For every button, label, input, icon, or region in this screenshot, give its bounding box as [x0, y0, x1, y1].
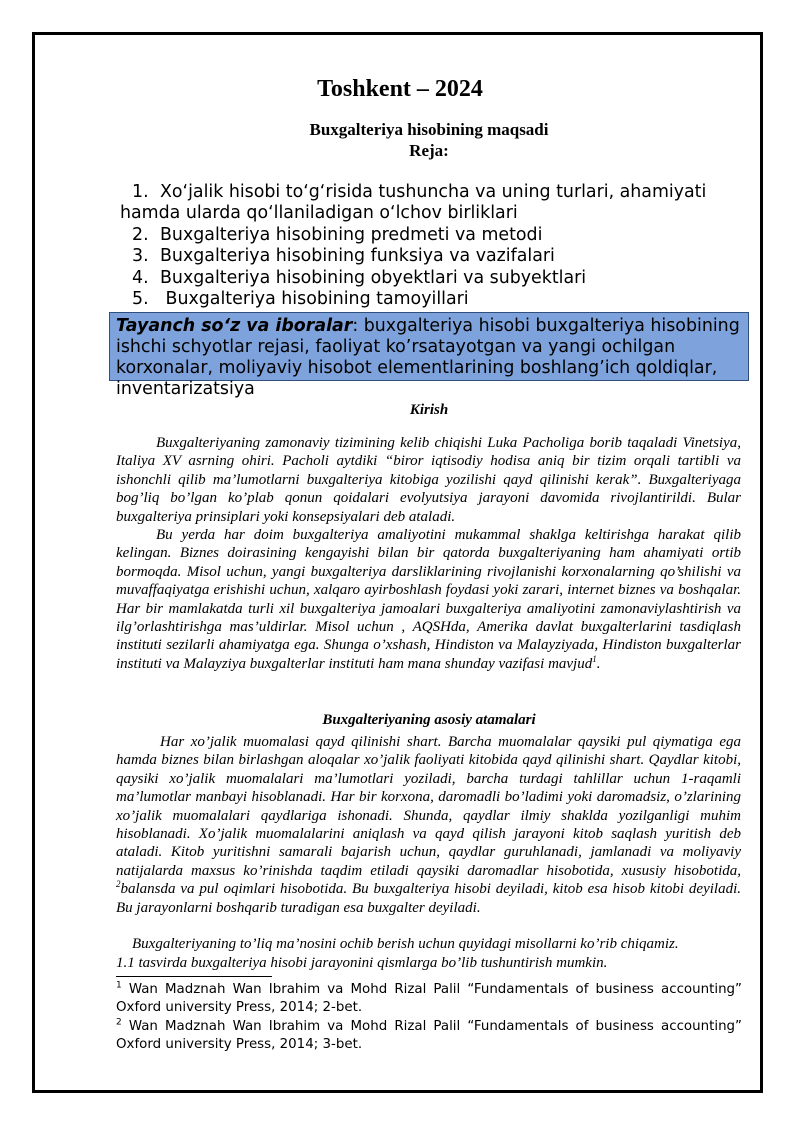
- plan-item-text: Buxgalteriya hisobining tamoyillari: [160, 289, 469, 310]
- plan-item-number: 1.: [132, 182, 149, 202]
- terms-paragraph-1: [116, 733, 741, 917]
- terms-paragraph-1-text-a: Har xo’jalik muomalasi qayd qilinishi shart. Barcha muomalalar qaysiki pul qiymatiga ega hamda biznes bilan birlashgan aloqalar xo’jalik faoliyati kitobida qayd qilinishi shart. Qaydlar kitobi, qaysiki xo’jalik muomalalari ma’lumotlari yoziladi, barcha turdagi tahlillar uchun 1-raqamli ma’lumotlar manbayi hisoblanadi. Har bir korxona, daromadli bo’ladimi yoki daromadsiz, o’zlarining xo’jalik muomalalari qaydlariga ishonadi. Shunda, qaydlar ilmiy shaklda yozilganligi muhim hisoblanadi. Xo’jalik muomalalarini aniqlash va qayd qilish jarayoni kitob saqlash yuritish deb ataladi. Kitob yuritishni samarali bajarish uchun, qaydlar guruhlanadi, jamlanadi va moliyaviy natijalarda maxsus ko’rinishda taqdim etiladi qaysiki daromadlar hisobotida, xususiy hisobotida,: [116, 734, 741, 879]
- intro-paragraph-1: [116, 434, 741, 526]
- footnote-1: [116, 981, 742, 1018]
- keywords-text: : buxgalteriya hisobi buxgalteriya hisobining ishchi schyotlar rejasi, faoliyat ko’rsatayotgan va yangi ochilgan korxonalar, moliyaviy hisobot elementlarining boshlang’ich qoldiqlar, inventarizatsiya: [116, 316, 740, 399]
- city-year-heading: Toshkent – 2024: [317, 76, 483, 102]
- terms-paragraph-2-text: Buxgalteriyaning to’liq ma’nosini ochib berish uchun quyidagi misollarni ko’rib chiqamiz.: [132, 936, 679, 952]
- intro-paragraph-1-text: Buxgalteriyaning zamonaviy tizimining kelib chiqishi Luka Pacholiga borib taqaladi Vinetsiya, Italiya XV asrning ohiri. Pacholi aytdiki “biror iqtisodiy hodisa aniq bir tizim orqali tartibli va ishonchli qilib ma’lumotlarni buxgalteriya kitobiga yozilishi qayd qilinishi kerak”. Buxgalteriyaga bog’liq bo’lgan ko’plab qonun qoidalari evolyutsiya jarayoni davomida rivojlantirildi. Bular buxgalteriya prinsiplari yoki konsepsiyalari deb ataladi.: [116, 435, 741, 525]
- keywords-box: [109, 312, 749, 399]
- plan-item: [120, 225, 760, 246]
- plan-item-number: 3.: [132, 246, 149, 267]
- plan-item: [120, 246, 760, 267]
- plan-title: Reja:: [409, 141, 449, 160]
- plan-list: [120, 182, 760, 310]
- section-title-atamalar: Buxgalteriyaning asosiy atamalari: [322, 712, 536, 728]
- footnote-2-text: Wan Madznah Wan Ibrahim va Mohd Rizal Palil “Fundamentals of business accounting” Oxford university Press, 2014; 3-bet.: [116, 1019, 742, 1053]
- keywords-label: Tayanch so‘z va iboralar: [116, 316, 353, 336]
- footnote-1-mark: 1: [116, 980, 122, 991]
- plan-item-number: 5.: [132, 289, 149, 310]
- footnote-ref-1[interactable]: 1: [592, 653, 597, 664]
- plan-item: [120, 268, 760, 289]
- terms-paragraph-3: [116, 954, 741, 972]
- section-title-kirish: Kirish: [409, 402, 449, 418]
- terms-paragraph-1-text-b: balansda va pul oqimlari hisobotida. Bu buxgalteriya hisobi deyiladi, kitob esa hisob kitobi deyiladi. Bu jarayonlarni boshqarib turadigan esa buxgalter deyiladi.: [116, 881, 741, 916]
- footnote-2: [116, 1018, 742, 1055]
- plan-item-text: Buxgalteriya hisobining funksiya va vazifalari: [160, 246, 555, 267]
- plan-item: [120, 182, 760, 225]
- intro-paragraph-2: [116, 526, 741, 673]
- document-title: Buxgalteriya hisobining maqsadi: [309, 120, 549, 139]
- terms-paragraph-2: [116, 935, 741, 953]
- footnote-1-text: Wan Madznah Wan Ibrahim va Mohd Rizal Palil “Fundamentals of business accounting” Oxford university Press, 2014; 2-bet.: [116, 982, 742, 1016]
- terms-paragraph-3-text: 1.1 tasvirda buxgalteriya hisobi jarayonini qismlarga bo’lib tushuntirish mumkin.: [116, 955, 608, 971]
- footnote-2-mark: 2: [116, 1017, 122, 1028]
- plan-item-text: Buxgalteriya hisobining obyektlari va subyektlari: [160, 267, 587, 288]
- intro-paragraph-2-end: .: [596, 655, 601, 672]
- plan-item-number: 4.: [132, 267, 149, 288]
- footnote-separator: [116, 976, 272, 977]
- plan-item-text: Xo‘jalik hisobi to‘g‘risida tushuncha va uning turlari, ahamiyati hamda ularda qo‘llaniladigan o‘lchov birliklari: [120, 182, 707, 224]
- plan-item-number: 2.: [132, 224, 149, 245]
- intro-paragraph-2-text: Bu yerda har doim buxgalteriya amaliyotini mukammal shaklga keltirishga harakat qilib kelingan. Biznes doirasining kengayishi bilan bir qatorda buxgalteriyaning ham ahamiyati ortib bormoqda. Misol uchun, yangi buxgalteriya darsliklarining rivojlanishi korxonalarning qo’shilishi va muvaffaqiyatga erishishi uchun, xalqaro ayirboshlash foydasi yoki zarari, internet biznes va boshqalar. Har bir mamlakatda turli xil buxgalteriya jamoalari buxgalteriya amaliyotini zamonaviylashtirish va ilg’orlashtirishga mas’uldirlar. Misol uchun , AQSHda, Amerika davlat buxgalterlarini tasdiqlash instituti sezilarli ahamiyatga ega. Shunga o’xshash, Hindiston va Malayziyada, Hindiston buxgalterlar instituti va Malayziya buxgalterlar instituti ham mana shunday vazifasi mavjud: [116, 527, 741, 672]
- footnote-ref-2[interactable]: 2: [116, 879, 121, 890]
- plan-item: [120, 289, 760, 310]
- plan-item-text: Buxgalteriya hisobining predmeti va metodi: [160, 224, 543, 245]
